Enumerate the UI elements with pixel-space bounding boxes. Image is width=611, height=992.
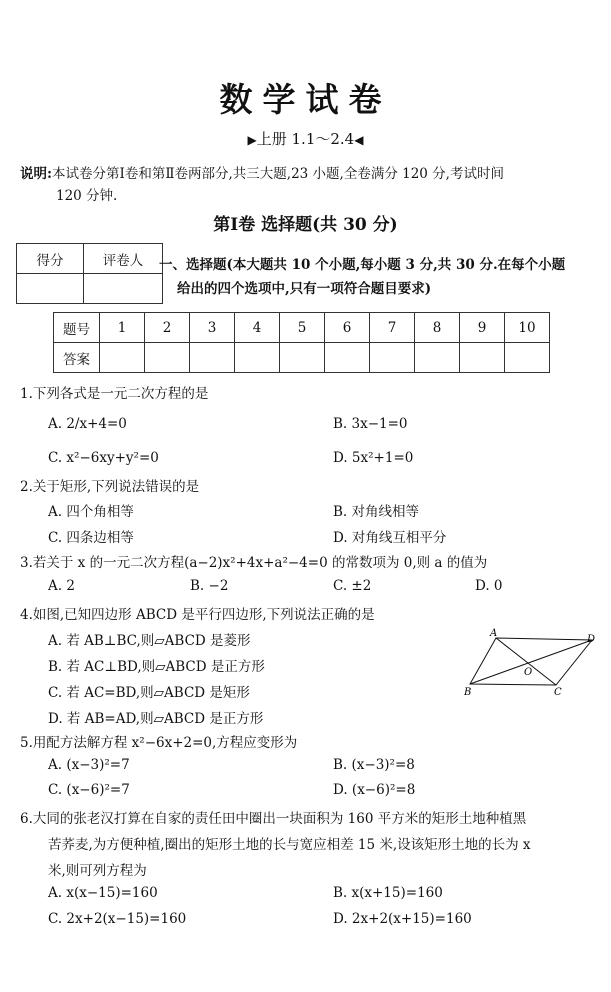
option-a: A. 四个角相等 (48, 504, 134, 520)
question-stem: 2.关于矩形,下列说法错误的是 (20, 479, 200, 495)
option-c: C. 四条边相等 (48, 530, 134, 546)
question-stem: 1.下列各式是一元二次方程的是 (20, 386, 209, 402)
label-o: O (524, 667, 533, 678)
grader-header: 评卷人 (84, 244, 163, 274)
question-number: 2 (145, 313, 190, 343)
answer-cell[interactable] (370, 343, 415, 373)
label-d: D (587, 634, 596, 645)
question-number: 4 (235, 313, 280, 343)
note-line-1: 本试卷分第Ⅰ卷和第Ⅱ卷两部分,共三大题,23 小题,全卷满分 120 分,考试时间 (51, 166, 504, 182)
question-number: 5 (280, 313, 325, 343)
option-c: C. (x−6)²=7 (48, 782, 130, 798)
question-stem: 3.若关于 x 的一元二次方程(a−2)x²+4x+a²−4=0 的常数项为 0,则 a 的值为 (20, 555, 488, 571)
question-number-header: 题号 (54, 313, 100, 343)
answer-cell[interactable] (235, 343, 280, 373)
option-b: B. x(x+15)=160 (333, 885, 443, 901)
question-number: 3 (190, 313, 235, 343)
question-number: 9 (460, 313, 505, 343)
instruction-line-1: 一、选择题(本大题共 10 个小题,每小题 3 分,共 30 分.在每个小题 (159, 257, 566, 273)
answer-cell[interactable] (415, 343, 460, 373)
score-header: 得分 (17, 244, 84, 274)
question-number: 8 (415, 313, 460, 343)
option-c: C. ±2 (333, 578, 372, 594)
option-a: A. 2/x+4=0 (48, 416, 127, 432)
answer-cell[interactable] (325, 343, 370, 373)
answer-header: 答案 (54, 343, 100, 373)
label-b: B (464, 687, 472, 698)
answer-cell[interactable] (100, 343, 145, 373)
question-stem-line-3: 米,则可列方程为 (48, 863, 147, 879)
question-number: 10 (505, 313, 550, 343)
page-title: 数学试卷 (219, 80, 392, 119)
option-b: B. −2 (190, 578, 229, 594)
option-a: A. 若 AB⊥BC,则▱ABCD 是菱形 (48, 633, 251, 649)
grader-cell[interactable] (84, 274, 163, 304)
subtitle-text: 上册 1.1～2.4 (256, 130, 355, 148)
instruction-line-2: 给出的四个选项中,只有一项符合题目要求) (177, 281, 432, 297)
question-stem: 4.如图,已知四边形 ABCD 是平行四边形,下列说法正确的是 (20, 607, 375, 623)
triangle-left-icon: ◀ (354, 133, 364, 147)
answer-cell[interactable] (505, 343, 550, 373)
answer-cell[interactable] (460, 343, 505, 373)
exam-note (20, 163, 504, 207)
option-b: B. 若 AC⊥BD,则▱ABCD 是正方形 (48, 659, 265, 675)
parallelogram-figure (460, 628, 600, 698)
option-d: D. 对角线互相平分 (333, 530, 447, 546)
note-label: 说明: (20, 166, 52, 182)
option-c: C. x²−6xy+y²=0 (48, 450, 159, 466)
subtitle (0, 128, 611, 149)
question-number: 6 (325, 313, 370, 343)
triangle-right-icon: ▶ (247, 133, 257, 147)
option-d: D. 0 (475, 578, 503, 594)
label-a: A (490, 628, 498, 639)
option-a: A. x(x−15)=160 (48, 885, 158, 901)
score-cell[interactable] (17, 274, 84, 304)
option-c: C. 2x+2(x−15)=160 (48, 911, 187, 927)
answer-cell[interactable] (190, 343, 235, 373)
option-b: B. (x−3)²=8 (333, 757, 415, 773)
note-line-2: 120 分钟. (56, 188, 118, 204)
option-d: D. 若 AB=AD,则▱ABCD 是正方形 (48, 711, 264, 727)
question-stem: 5.用配方法解方程 x²−6x+2=0,方程应变形为 (20, 735, 298, 751)
question-stem-line-2: 苦荞麦,为方便种植,圈出的矩形土地的长与宽应相差 15 米,设该矩形土地的长为 x (48, 837, 531, 853)
option-a: A. (x−3)²=7 (48, 757, 130, 773)
option-c: C. 若 AC=BD,则▱ABCD 是矩形 (48, 685, 250, 701)
option-a: A. 2 (48, 578, 75, 594)
label-c: C (554, 687, 562, 698)
option-d: D. 2x+2(x+15)=160 (333, 911, 472, 927)
option-d: D. (x−6)²=8 (333, 782, 416, 798)
answer-cell[interactable] (145, 343, 190, 373)
section-instruction (159, 253, 565, 301)
question-number: 1 (100, 313, 145, 343)
score-table (16, 243, 163, 304)
option-b: B. 对角线相等 (333, 504, 420, 520)
section-heading: 第Ⅰ卷 选择题(共 30 分) (213, 215, 398, 235)
question-number: 7 (370, 313, 415, 343)
option-d: D. 5x²+1=0 (333, 450, 414, 466)
answer-cell[interactable] (280, 343, 325, 373)
question-stem-line-1: 6.大同的张老汉打算在自家的责任田中圈出一块面积为 160 平方米的矩形土地种植黑 (20, 811, 527, 827)
option-b: B. 3x−1=0 (333, 416, 408, 432)
answer-table (53, 312, 550, 373)
